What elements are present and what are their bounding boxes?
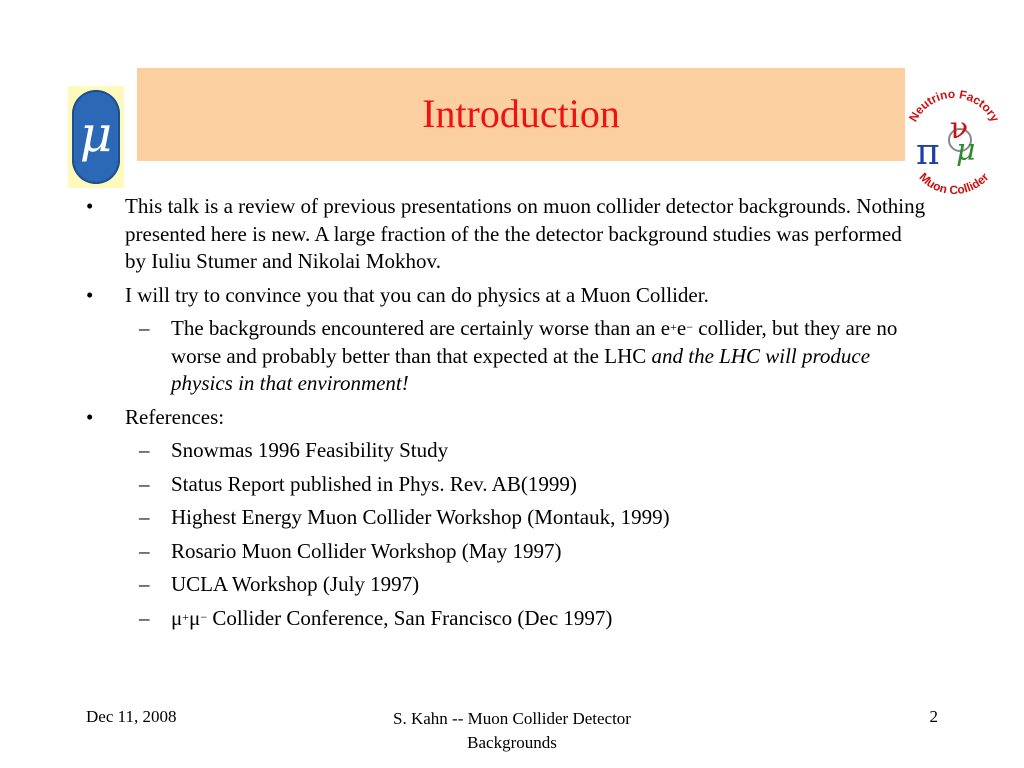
sub-bullet-text: Highest Energy Muon Collider Workshop (Montauk, 1999)	[171, 505, 670, 529]
bullet-text: References:	[125, 404, 225, 429]
muon-logo-symbol: μ	[79, 105, 113, 163]
logo-top-text: Neutrino Factory	[906, 86, 1003, 125]
sub-bullet-text: Snowmas 1996 Feasibility Study	[171, 438, 449, 462]
bullet-item	[86, 282, 926, 310]
sub-bullet-item	[86, 471, 926, 499]
logo-mu: μ	[956, 133, 976, 168]
logo-nu: ν	[950, 111, 969, 146]
bullet-marker: •	[86, 194, 94, 218]
neutrino-factory-logo-graphic	[900, 78, 1004, 194]
sub-bullet-item	[86, 437, 926, 465]
logo-pi: π	[916, 132, 940, 173]
sub-bullet-text: The backgrounds encountered are certainly worse than an e+e− collider, but they are no worse and probably better than that expected at the LHC and the LHC will produce physics in that environment!	[171, 316, 898, 395]
sub-bullet-marker: –	[139, 471, 150, 496]
sub-bullet-text: Rosario Muon Collider Workshop (May 1997)	[171, 538, 562, 563]
page-number: 2	[929, 707, 938, 726]
bullet-marker: •	[86, 404, 94, 429]
sub-bullet-item	[86, 538, 926, 566]
sub-bullet-marker: –	[139, 316, 150, 340]
footer-date: Dec 11, 2008	[86, 707, 177, 726]
bullet-item	[86, 193, 926, 276]
bullet-list	[86, 193, 926, 638]
muon-logo-badge	[72, 90, 120, 184]
bullet-text: I will try to convince you that you can do physics at a Muon Collider.	[125, 282, 709, 307]
sub-bullet-marker: –	[139, 505, 150, 529]
bullet-item	[86, 404, 926, 432]
sub-bullet-text: Status Report published in Phys. Rev. AB(1999)	[171, 471, 577, 496]
footer-author-line2: Backgrounds	[467, 733, 557, 752]
sub-bullet-marker: –	[139, 438, 150, 462]
muon-logo	[68, 86, 124, 188]
neutrino-factory-logo	[900, 78, 1004, 194]
bullet-marker: •	[86, 282, 94, 307]
sub-bullet-text: UCLA Workshop (July 1997)	[171, 572, 420, 596]
sub-bullet-text: μ+μ− Collider Conference, San Francisco (Dec 1997)	[171, 605, 613, 630]
footer-author	[352, 707, 672, 755]
logo-bottom-text: Muon Collider	[916, 169, 992, 194]
footer-author-line1: S. Kahn -- Muon Collider Detector	[393, 709, 631, 728]
sub-bullet-item	[86, 605, 926, 633]
sub-bullet-marker: –	[139, 572, 150, 596]
sub-bullet-marker: –	[139, 605, 150, 630]
sub-bullet-marker: –	[139, 538, 150, 563]
bullet-text: This talk is a review of previous presentations on muon collider detector backgrounds. Nothing presented here is new. A large fraction of the the detector background studies was performed by Iuliu Stumer and Nikolai Mokhov.	[125, 194, 926, 273]
title-bar	[137, 68, 905, 161]
emphasis-text: and the LHC will produce physics in that environment!	[171, 343, 871, 395]
sub-bullet-item	[86, 504, 926, 532]
slide-title: Introduction	[422, 91, 620, 136]
sub-bullet-item	[86, 315, 926, 398]
sub-bullet-item	[86, 571, 926, 599]
